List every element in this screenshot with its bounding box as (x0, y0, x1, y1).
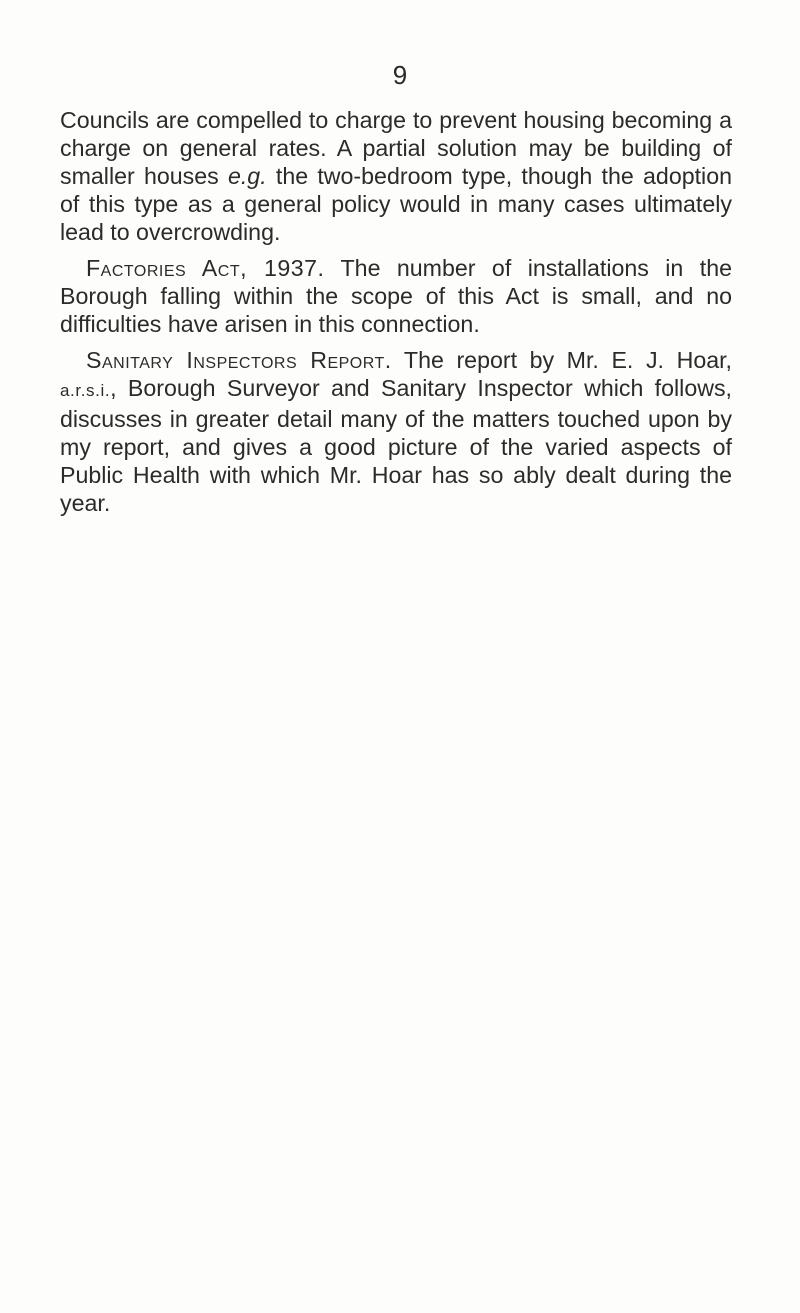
paragraph-factories-act (60, 254, 732, 338)
paragraph-text: The report by Mr. E. J. Hoar, (391, 347, 732, 373)
paragraph-text: , Borough Surveyor and Sanitary Inspector which follows, discusses in greater detail many of the matters touched upon by my report, and gives a good picture of the varied aspects of Public Health with which Mr. Hoar has so ably dealt during the year. (60, 375, 732, 516)
paragraph-sanitary-report (60, 346, 732, 517)
page-number: 9 (392, 60, 408, 90)
abbreviation-eg: e.g. (227, 163, 267, 189)
paragraph-text: Councils are compelled to charge to prevent housing becoming a charge on general rates. A partial solution may be building of smaller houses (60, 107, 732, 189)
section-heading: Sanitary Inspectors Report. (86, 347, 392, 373)
paragraph-text: The number of installations in the Borough falling within the scope of this Act is small, and no difficulties have arisen in this connection. (60, 255, 732, 337)
paragraph-housing (60, 106, 732, 246)
section-heading: Factories Act, 1937. (86, 255, 325, 281)
qualification-abbreviation: a.r.s.i. (60, 381, 111, 400)
paragraph-text: the two-bedroom type, though the adoption of this type as a general policy would in many cases ultimately lead to overcrowding. (60, 163, 732, 245)
document-body (60, 106, 732, 517)
